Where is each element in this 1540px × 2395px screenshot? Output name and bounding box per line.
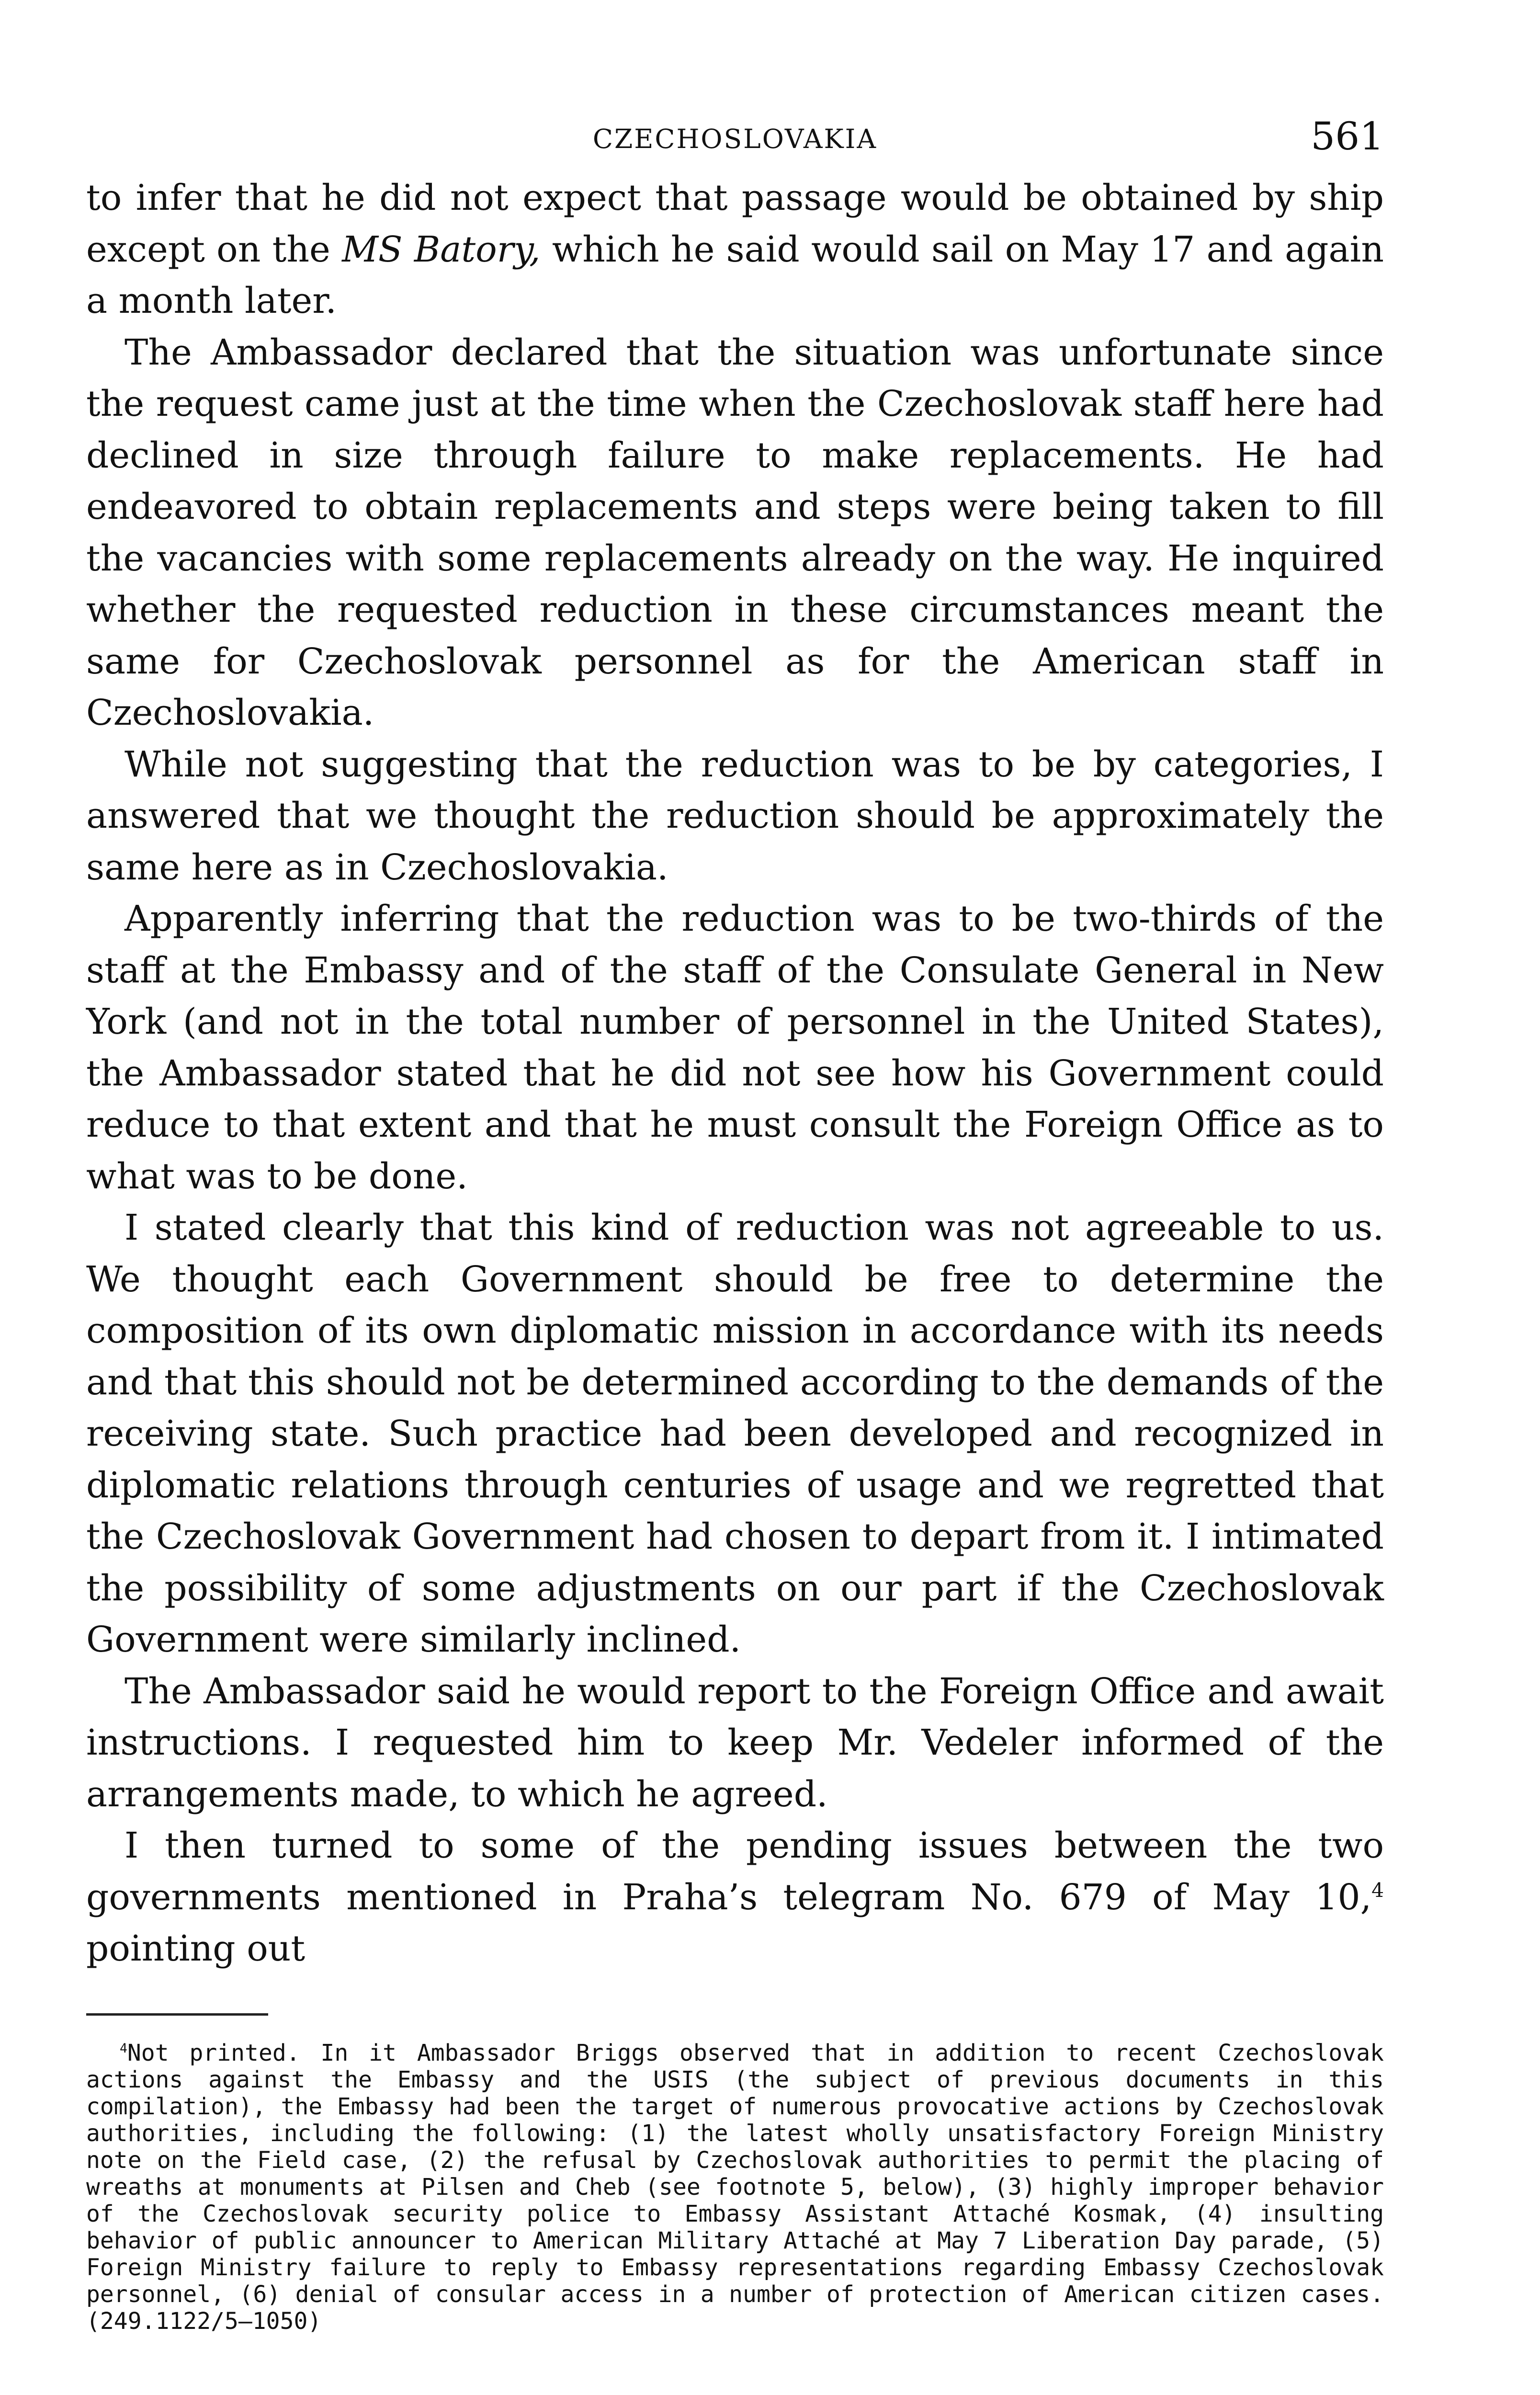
footnote-divider [86, 2013, 268, 2016]
paragraph-text: which he said would sail on May 17 and again a month later. [86, 228, 1384, 321]
paragraph-text: to infer that he did not expect that passage would be obtained by ship except on the [86, 177, 1384, 270]
footnote-reference: 4 [1371, 1878, 1384, 1902]
footnote-marker: 4 [120, 2041, 127, 2056]
running-title: CZECHOSLOVAKIA [592, 124, 878, 154]
paragraph-report-foreign-office: The Ambassador said he would report to the Foreign Office and await instructions. I requested him to keep Mr. Vedeler informed of the arrangements made, to which he agreed. [86, 1670, 1384, 1815]
paragraph-not-agreeable: I stated clearly that this kind of reduction was not agreeable to us. We thought each Government should be free to determine the composition of its own diplomatic mission in accordance with its needs and that this should not be determined according to the demands of the receiving state. Such practice had been developed and recognized in diplomatic relations through centuries of usage and we regretted that the Czechoslovak Government had chosen to depart from it. I intimated the possibility of some adjustments on our part if the Czechoslovak Government were similarly inclined. [86, 1207, 1384, 1660]
paragraph-text: I then turned to some of the pending issues between the two governments mentioned in Praha’s telegram No. 679 of May 10, [86, 1825, 1384, 1918]
ship-name: MS Batory, [342, 228, 541, 270]
body-text [86, 172, 1384, 1975]
paragraph-two-thirds: Apparently inferring that the reduction was to be two-thirds of the staff at the Embassy and of the staff of the Consulate General in New York (and not in the total number of personnel in the United States), the Ambassador stated that he did not see how his Government could reduce to that extent and that he must consult the Foreign Office as to what was to be done. [86, 898, 1384, 1197]
page-number: 561 [1311, 114, 1384, 159]
footnote-text: Not printed. In it Ambassador Briggs observed that in addition to recent Czechoslovak actions against the Embassy and the USIS (the subject of previous documents in this compilation), the Embassy had been the target of numerous provocative actions by Czechoslovak authorities, including the following: (1) the latest wholly unsatisfactory Foreign Ministry note on the Field case, (2) the refusal by Czechoslovak authorities to permit the placing of wreaths at monuments at Pilsen and Cheb (see footnote 5, below), (3) highly improper behavior of the Czechoslovak security police to Embassy Assistant Attaché Kosmak, (4) insulting behavior of public announcer to American Military Attaché at May 7 Liberation Day parade, (5) Foreign Ministry failure to reply to Embassy representations regarding Embassy Czechoslovak personnel, (6) denial of consular access in a number of protection of American citizen cases. (249.1122/5–1050) [86, 2039, 1384, 2335]
footnote-4 [86, 2040, 1384, 2335]
running-header [86, 110, 1384, 168]
document-page [86, 110, 1384, 2335]
paragraph-ambassador-declared: The Ambassador declared that the situation was unfortunate since the request came just at the time when the Czechoslovak staff here had declined in size through failure to make replacements. He had endeavored to obtain replacements and steps were being taken to fill the vacancies with some replacements already on the way. He inquired whether the requested reduction in these circumstances meant the same for Czechoslovak personnel as for the American staff in Czechoslovakia. [86, 331, 1384, 733]
paragraph-text: pointing out [86, 1928, 306, 1969]
paragraph-continuation [86, 172, 1384, 327]
paragraph-reduction-reply: While not suggesting that the reduction was to be by categories, I answered that we thought the reduction should be approximately the same here as in Czechoslovakia. [86, 743, 1384, 888]
paragraph-pending-issues [86, 1820, 1384, 1975]
